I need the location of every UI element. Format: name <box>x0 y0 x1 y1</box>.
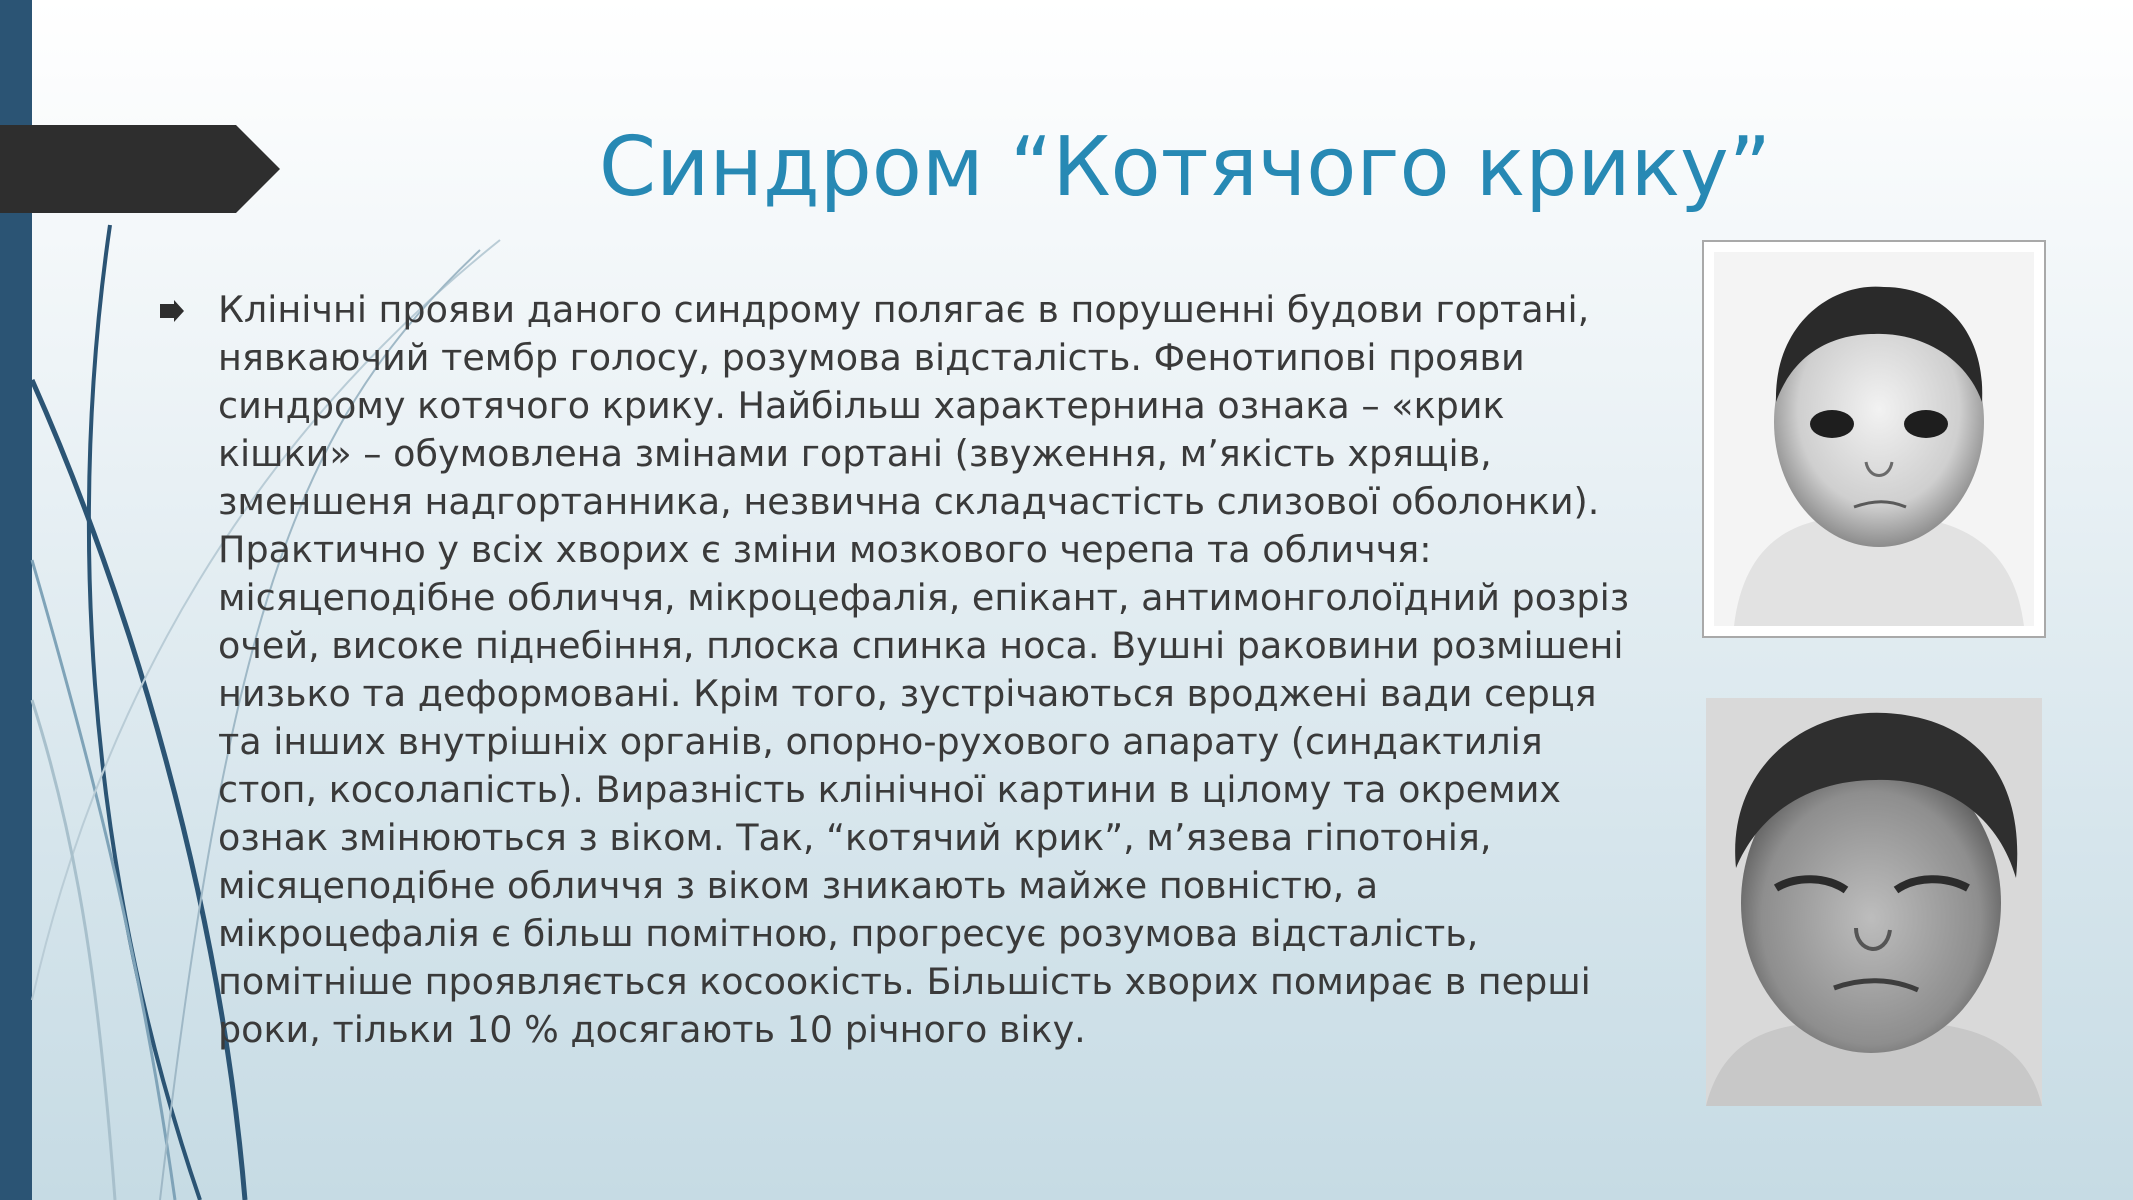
body-paragraph: Клінічні прояви даного синдрому полягає в порушенні будови гортані, нявкаючий тембр голосу, розумова відсталість. Фенотипові прояви синдрому котячого крику. Найбільш характернина ознака – «крик кішки» – обумовлена змінами гортані (звуження, м’якість хрящів, зменшеня надгортанника, незвична складчастість слизової оболонки). Практично у всіх хворих є зміни мозкового черепа та обличчя: місяцеподібне обличчя, мікроцефалія, епікант, антимонголоїдний розріз очей, високе піднебіння, плоска спинка носа. Вушні раковини розмішені низько та деформовані. Крім того, зустрічаються вроджені вади серця та інших внутрішніх органів, опорно-рухового апарату (синдактилія стоп, косолапість). Виразність клінічної картини в цілому та окремих ознак змінюються з віком. Так, “котячий крик”, м’язева гіпотонія, місяцеподібне обличчя з віком зникають майже повністю, а мікроцефалія є більш помітною, прогресує розумова відсталість, помітніше проявляється косоокість. Більшість хворих помирає в перші роки, тільки 10 % досягають 10 річного віку. <box>218 288 1630 1051</box>
title-tab-marker <box>0 125 280 213</box>
infant-photo-2 <box>1706 698 2042 1106</box>
arrow-bullet-icon <box>160 300 184 322</box>
infant-photo-1 <box>1702 240 2046 638</box>
slide-title: Синдром “Котячого крику” <box>598 120 1772 215</box>
